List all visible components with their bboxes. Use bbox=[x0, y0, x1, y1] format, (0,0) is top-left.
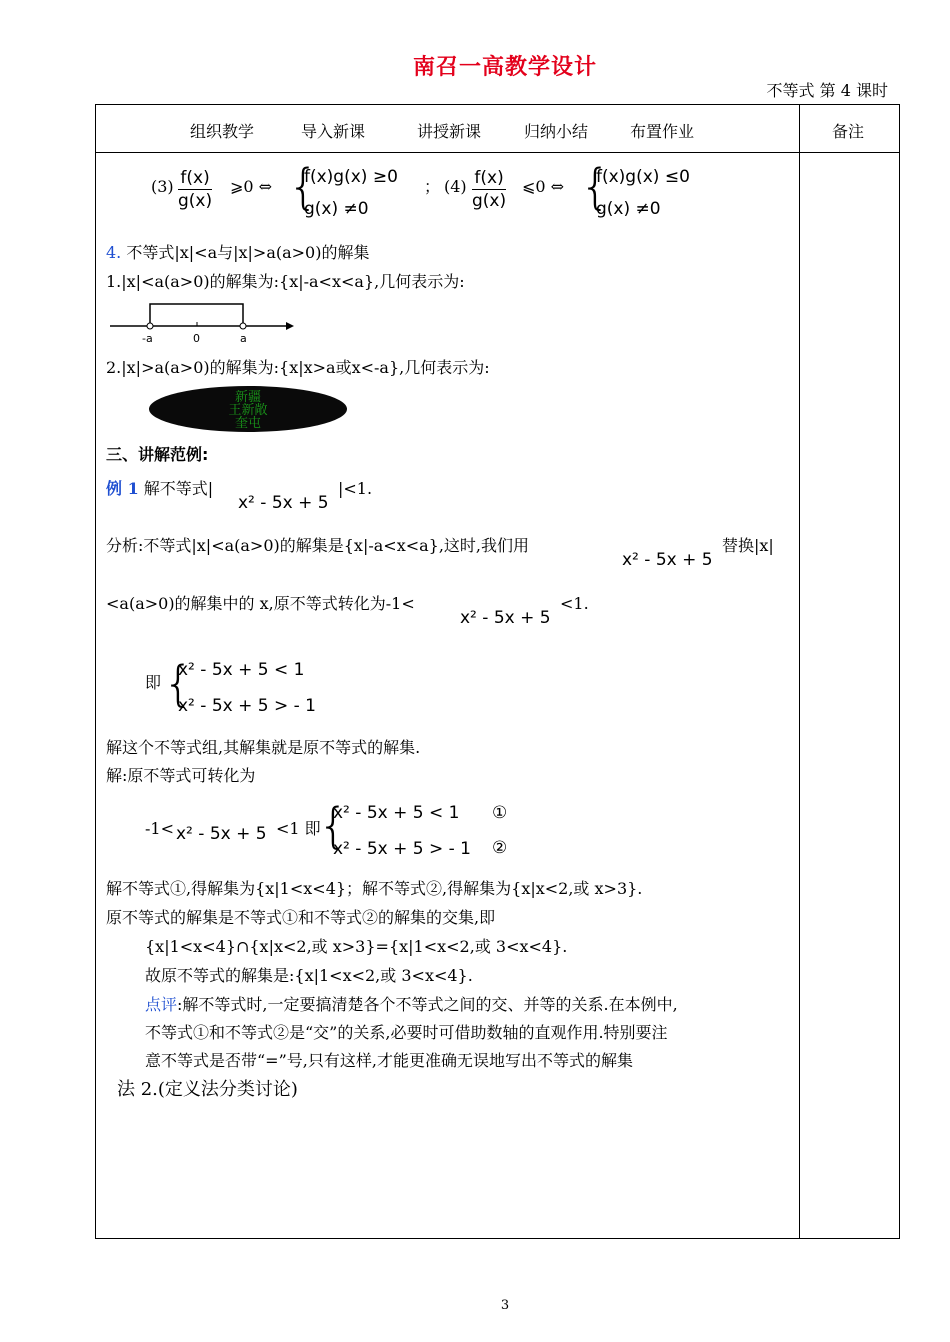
line-final-answer: 故原不等式的解集是:{x|1<x<2,或 3<x<4}. bbox=[145, 966, 473, 985]
eq4-label: (4) bbox=[444, 177, 467, 196]
example1-expr: x² - 5x + 5 bbox=[238, 493, 329, 513]
example1-text: 解不等式| bbox=[138, 479, 214, 498]
line-solve-system: 解这个不等式组,其解集就是原不等式的解集. bbox=[106, 738, 421, 757]
label-neg-a: -a bbox=[142, 332, 153, 345]
remark-header: 备注 bbox=[832, 122, 865, 141]
line-set-calc: {x|1<x<4}∩{x|x<2,或 x>3}={x|1<x<2,或 3<x<4}. bbox=[145, 937, 568, 956]
section4-heading bbox=[106, 242, 369, 264]
circle-mark-2: ② bbox=[492, 838, 508, 858]
eq4-fraction bbox=[472, 167, 506, 212]
section4-item1: 1.|x|<a(a>0)的解集为:{x|-a<x<a},几何表示为: bbox=[106, 272, 465, 291]
system1-brace: { bbox=[163, 656, 194, 712]
page-number: 3 bbox=[500, 1298, 510, 1313]
conversion-left: -1< bbox=[145, 819, 174, 838]
eq3-line1: f(x)g(x) ≥0 bbox=[304, 167, 398, 187]
system2-brace: { bbox=[318, 798, 349, 854]
right-open-point bbox=[240, 323, 246, 329]
example1-label: 例 1 bbox=[106, 479, 139, 498]
system2-line1: x² - 5x + 5 < 1 bbox=[333, 803, 460, 823]
step-organize: 组织教学 bbox=[190, 122, 255, 141]
left-open-point bbox=[147, 323, 153, 329]
page-title: 南召一高教学设计 bbox=[412, 55, 597, 80]
comment-line1 bbox=[145, 994, 678, 1016]
circle-mark-1: ① bbox=[492, 803, 508, 823]
eq3-label: (3) bbox=[151, 177, 174, 196]
section4-item2: 2.|x|>a(a>0)的解集为:{x|x>a或x<-a},几何表示为: bbox=[106, 358, 490, 377]
label-a: a bbox=[240, 332, 247, 345]
eq4-line2: g(x) ≠0 bbox=[596, 199, 661, 219]
analysis-expr2: x² - 5x + 5 bbox=[460, 608, 551, 628]
example1-line bbox=[106, 478, 213, 500]
eq3-relation: ⩾0 ⇔ bbox=[230, 177, 273, 196]
system1-line2: x² - 5x + 5 > - 1 bbox=[178, 696, 316, 716]
eq4-line1: f(x)g(x) ≤0 bbox=[596, 167, 690, 187]
step-introduce: 导入新课 bbox=[301, 122, 366, 141]
eq3-line2: g(x) ≠0 bbox=[304, 199, 369, 219]
label-zero: 0 bbox=[193, 332, 200, 345]
section4-title: 不等式|x|<a与|x|>a(a>0)的解集 bbox=[121, 243, 370, 262]
step-homework: 布置作业 bbox=[630, 122, 695, 141]
stamp-line1: 新疆 bbox=[234, 390, 262, 405]
analysis-expr: x² - 5x + 5 bbox=[622, 550, 713, 570]
step-teach: 讲授新课 bbox=[417, 122, 482, 141]
stamp-line2: 王新敞 bbox=[228, 403, 268, 418]
number-line-arrow bbox=[286, 322, 294, 330]
analysis-line2: <a(a>0)的解集中的 x,原不等式转化为-1< bbox=[106, 594, 415, 613]
line-solution-start: 解:原不等式可转化为 bbox=[106, 766, 256, 785]
comment-line2: 不等式①和不等式②是“交”的关系,必要时可借助数轴的直观作用.特别要注 bbox=[145, 1023, 668, 1042]
comment-text1: :解不等式时,一定要搞清楚各个不等式之间的交、并等的关系.在本例中, bbox=[177, 995, 678, 1014]
line-intersection: 原不等式的解集是不等式①和不等式②的解集的交集,即 bbox=[106, 908, 496, 927]
analysis-tail2: <1. bbox=[560, 594, 589, 613]
analysis-line1: 分析:不等式|x|<a(a>0)的解集是{x|-a<x<a},这时,我们用 bbox=[106, 536, 530, 555]
eq4-brace: { bbox=[580, 159, 611, 215]
conversion-expr: x² - 5x + 5 bbox=[176, 824, 267, 844]
table-header-divider bbox=[95, 152, 900, 153]
section4-number: 4. bbox=[106, 243, 122, 262]
eq4-numerator: f(x) bbox=[472, 167, 506, 190]
analysis-tail: 替换|x| bbox=[722, 536, 774, 555]
method2-heading: 法 2.(定义法分类讨论) bbox=[117, 1079, 298, 1100]
line-solutions: 解不等式①,得解集为{x|1<x<4}；解不等式②,得解集为{x|x<2,或 x>3}. bbox=[106, 879, 643, 898]
number-line-diagram bbox=[106, 296, 296, 346]
conversion-mid: <1 即 bbox=[276, 819, 321, 838]
step-summarize: 归纳小结 bbox=[524, 122, 589, 141]
section3-heading: 三、讲解范例: bbox=[106, 445, 209, 464]
remark-column-divider bbox=[799, 104, 800, 1239]
comment-line3: 意不等式是否带“=”号,只有这样,才能更准确无误地写出不等式的解集 bbox=[145, 1051, 633, 1070]
system2-line2: x² - 5x + 5 > - 1 bbox=[333, 839, 471, 859]
watermark-stamp bbox=[148, 385, 348, 433]
lesson-info: 不等式 第 4 课时 bbox=[766, 81, 888, 100]
system1-line1: x² - 5x + 5 < 1 bbox=[178, 660, 305, 680]
eq4-relation: ⩽0 ⇔ bbox=[522, 177, 565, 196]
eq3-brace: { bbox=[288, 159, 319, 215]
eq3-fraction bbox=[178, 167, 212, 212]
eq3-numerator: f(x) bbox=[178, 167, 212, 190]
eq3-denominator: g(x) bbox=[178, 191, 213, 211]
eq4-denominator: g(x) bbox=[472, 191, 507, 211]
example1-tail: |<1. bbox=[338, 479, 373, 498]
comment-label: 点评 bbox=[145, 995, 178, 1014]
eq-separator: ； bbox=[424, 177, 441, 196]
stamp-line3: 奎屯 bbox=[234, 416, 262, 431]
ji-label: 即 bbox=[145, 673, 162, 692]
